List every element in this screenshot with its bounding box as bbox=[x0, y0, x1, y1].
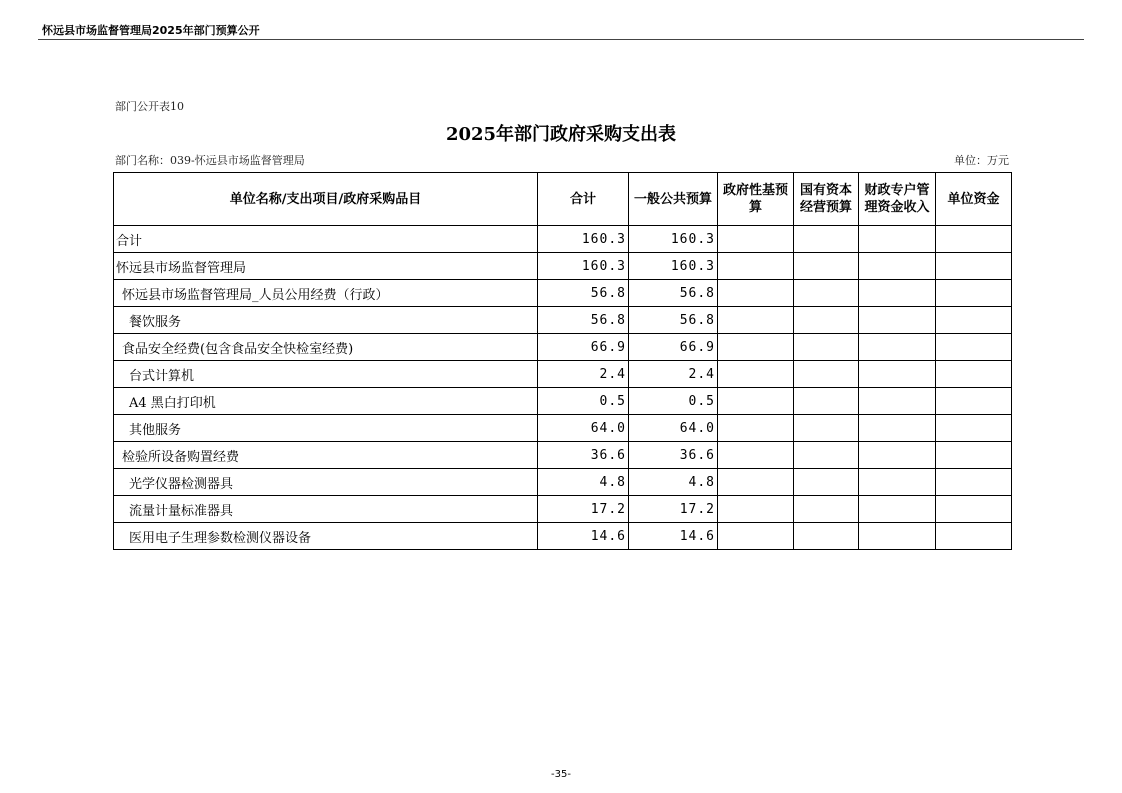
row-unit-funds bbox=[936, 388, 1012, 415]
row-unit-funds bbox=[936, 523, 1012, 550]
row-state-capital bbox=[794, 442, 859, 469]
table-row bbox=[114, 442, 1012, 469]
row-state-capital bbox=[794, 361, 859, 388]
row-name: 怀远县市场监督管理局 bbox=[114, 253, 538, 280]
col-header-fund-budget: 政府性基预算 bbox=[718, 173, 794, 226]
row-state-capital bbox=[794, 307, 859, 334]
row-unit-funds bbox=[936, 442, 1012, 469]
table-row bbox=[114, 415, 1012, 442]
page-number: -35- bbox=[551, 769, 571, 780]
table-header-row bbox=[114, 173, 1012, 226]
row-total: 0.5 bbox=[538, 388, 629, 415]
col-header-state-capital: 国有资本经营预算 bbox=[794, 173, 859, 226]
row-general-budget: 160.3 bbox=[629, 226, 718, 253]
table-row bbox=[114, 226, 1012, 253]
row-fund-budget bbox=[718, 388, 794, 415]
row-general-budget: 14.6 bbox=[629, 523, 718, 550]
row-fund-budget bbox=[718, 469, 794, 496]
row-unit-funds bbox=[936, 226, 1012, 253]
table-row bbox=[114, 334, 1012, 361]
row-special-account bbox=[859, 496, 936, 523]
col-header-general-budget: 一般公共预算 bbox=[629, 173, 718, 226]
row-total: 17.2 bbox=[538, 496, 629, 523]
row-name: 流量计量标准器具 bbox=[114, 496, 538, 523]
row-total: 4.8 bbox=[538, 469, 629, 496]
table-row bbox=[114, 496, 1012, 523]
table-row bbox=[114, 361, 1012, 388]
unit-label: 单位：万元 bbox=[954, 154, 1009, 167]
row-name: 其他服务 bbox=[114, 415, 538, 442]
header-divider bbox=[38, 39, 1084, 40]
table-row bbox=[114, 253, 1012, 280]
page-title: 2025年部门政府采购支出表 bbox=[445, 124, 677, 145]
row-state-capital bbox=[794, 469, 859, 496]
table-number: 部门公开表10 bbox=[115, 100, 184, 113]
table-row bbox=[114, 307, 1012, 334]
row-general-budget: 0.5 bbox=[629, 388, 718, 415]
row-general-budget: 17.2 bbox=[629, 496, 718, 523]
col-header-name: 单位名称/支出项目/政府采购品目 bbox=[114, 173, 538, 226]
row-fund-budget bbox=[718, 280, 794, 307]
row-general-budget: 66.9 bbox=[629, 334, 718, 361]
row-special-account bbox=[859, 469, 936, 496]
row-fund-budget bbox=[718, 307, 794, 334]
row-state-capital bbox=[794, 496, 859, 523]
row-name: 检验所设备购置经费 bbox=[114, 442, 538, 469]
row-fund-budget bbox=[718, 226, 794, 253]
row-state-capital bbox=[794, 280, 859, 307]
row-total: 64.0 bbox=[538, 415, 629, 442]
row-unit-funds bbox=[936, 361, 1012, 388]
row-total: 56.8 bbox=[538, 307, 629, 334]
procurement-table bbox=[113, 172, 1012, 550]
row-name: 食品安全经费(包含食品安全快检室经费) bbox=[114, 334, 538, 361]
row-special-account bbox=[859, 307, 936, 334]
row-fund-budget bbox=[718, 415, 794, 442]
table-row bbox=[114, 469, 1012, 496]
col-header-unit-funds: 单位资金 bbox=[936, 173, 1012, 226]
row-name: 台式计算机 bbox=[114, 361, 538, 388]
row-general-budget: 36.6 bbox=[629, 442, 718, 469]
row-fund-budget bbox=[718, 523, 794, 550]
row-name: A4 黑白打印机 bbox=[114, 388, 538, 415]
row-general-budget: 56.8 bbox=[629, 307, 718, 334]
row-special-account bbox=[859, 415, 936, 442]
row-fund-budget bbox=[718, 442, 794, 469]
row-state-capital bbox=[794, 523, 859, 550]
col-header-special-account: 财政专户管理资金收入 bbox=[859, 173, 936, 226]
row-name: 医用电子生理参数检测仪器设备 bbox=[114, 523, 538, 550]
row-state-capital bbox=[794, 226, 859, 253]
row-special-account bbox=[859, 361, 936, 388]
row-general-budget: 4.8 bbox=[629, 469, 718, 496]
row-total: 66.9 bbox=[538, 334, 629, 361]
row-fund-budget bbox=[718, 496, 794, 523]
row-special-account bbox=[859, 253, 936, 280]
row-unit-funds bbox=[936, 415, 1012, 442]
row-special-account bbox=[859, 388, 936, 415]
row-unit-funds bbox=[936, 280, 1012, 307]
row-general-budget: 160.3 bbox=[629, 253, 718, 280]
row-total: 36.6 bbox=[538, 442, 629, 469]
row-unit-funds bbox=[936, 307, 1012, 334]
row-special-account bbox=[859, 523, 936, 550]
row-state-capital bbox=[794, 415, 859, 442]
row-special-account bbox=[859, 280, 936, 307]
row-total: 160.3 bbox=[538, 253, 629, 280]
row-total: 56.8 bbox=[538, 280, 629, 307]
row-name: 餐饮服务 bbox=[114, 307, 538, 334]
table-row bbox=[114, 388, 1012, 415]
row-name: 光学仪器检测器具 bbox=[114, 469, 538, 496]
row-special-account bbox=[859, 334, 936, 361]
row-fund-budget bbox=[718, 334, 794, 361]
department-name: 部门名称：039-怀远县市场监督管理局 bbox=[115, 154, 305, 167]
table-row bbox=[114, 280, 1012, 307]
row-unit-funds bbox=[936, 469, 1012, 496]
row-fund-budget bbox=[718, 253, 794, 280]
row-special-account bbox=[859, 226, 936, 253]
row-special-account bbox=[859, 442, 936, 469]
running-header: 怀远县市场监督管理局2025年部门预算公开 bbox=[42, 24, 260, 37]
row-total: 160.3 bbox=[538, 226, 629, 253]
row-fund-budget bbox=[718, 361, 794, 388]
row-total: 14.6 bbox=[538, 523, 629, 550]
row-name: 怀远县市场监督管理局_人员公用经费（行政） bbox=[114, 280, 538, 307]
row-state-capital bbox=[794, 388, 859, 415]
row-unit-funds bbox=[936, 496, 1012, 523]
row-state-capital bbox=[794, 253, 859, 280]
row-state-capital bbox=[794, 334, 859, 361]
row-total: 2.4 bbox=[538, 361, 629, 388]
row-general-budget: 64.0 bbox=[629, 415, 718, 442]
row-unit-funds bbox=[936, 253, 1012, 280]
col-header-total: 合计 bbox=[538, 173, 629, 226]
table-row bbox=[114, 523, 1012, 550]
row-general-budget: 2.4 bbox=[629, 361, 718, 388]
row-general-budget: 56.8 bbox=[629, 280, 718, 307]
row-unit-funds bbox=[936, 334, 1012, 361]
row-name: 合计 bbox=[114, 226, 538, 253]
